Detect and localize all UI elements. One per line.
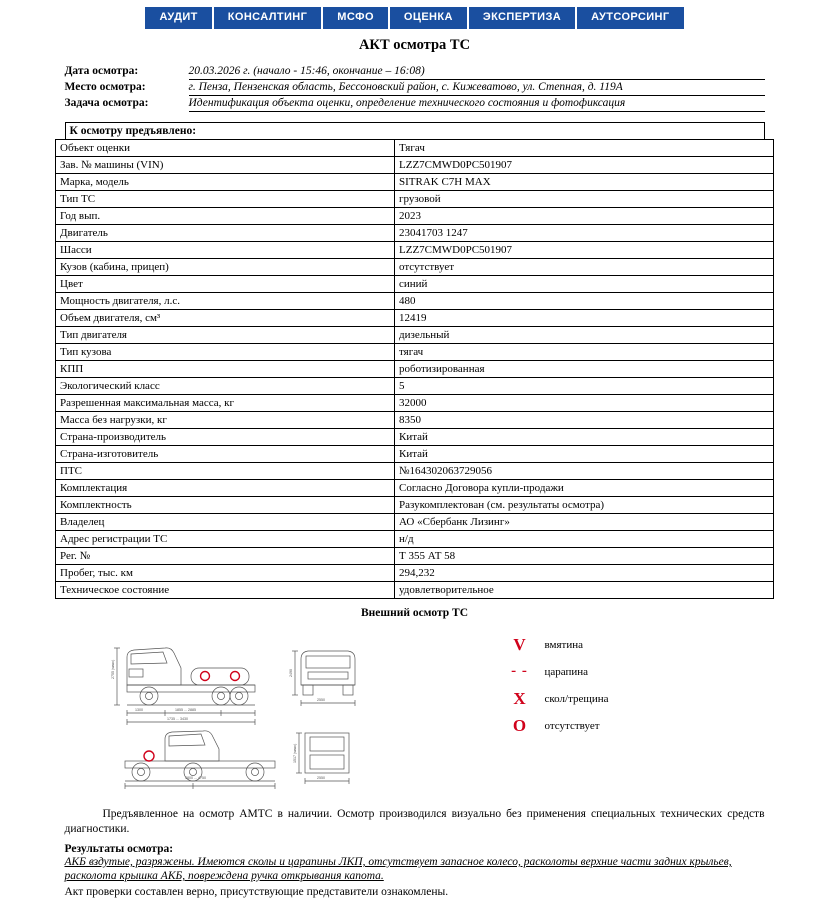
spec-value: 32000	[395, 395, 774, 412]
damage-legend	[503, 631, 609, 739]
spec-value: отсутствует	[395, 259, 774, 276]
spec-value: 5	[395, 378, 774, 395]
dim-front-height: 2490	[288, 669, 293, 677]
results-body: АКБ вздутые, разряжены. Имеются сколы и царапины ЛКП, отсутствует запасное колесо, расколоты верхние части задних крыльев, расколота крышка АКБ, повреждена ручка открывания капота.	[64, 856, 732, 882]
table-row	[56, 276, 774, 293]
table-row	[56, 208, 774, 225]
page-title: АКТ осмотра ТС	[358, 37, 471, 53]
dim-bottom-4b: 2550	[316, 776, 325, 780]
table-row	[56, 225, 774, 242]
spec-value: 8350	[395, 412, 774, 429]
vehicle-diagram	[105, 623, 505, 798]
spec-key: Комплектность	[56, 497, 395, 514]
legend-label-missing: отсутствует	[544, 719, 600, 732]
chip-marker-icon: X	[513, 689, 526, 708]
spec-key: Цвет	[56, 276, 395, 293]
table-row	[56, 497, 774, 514]
meta-value-task: Идентификация объекта оценки, определение технического состояния и фотофиксация	[189, 96, 765, 112]
dim-bottom-1: 1300	[134, 708, 143, 712]
dim-bottom-2: 1855 ... 2885	[174, 708, 196, 712]
spec-value: 2023	[395, 208, 774, 225]
tab-audit[interactable]: АУДИТ	[145, 7, 211, 29]
tab-valuation[interactable]: ОЦЕНКА	[390, 7, 467, 29]
meta-value-date: 20.03.2026 г. (начало - 15:46, окончание – 16:08)	[189, 64, 765, 80]
spec-key: Экологический класс	[56, 378, 395, 395]
inspection-paragraph: Предъявленное на осмотр АМТС в наличии. Осмотр производился визуально без применения специальных технических средств диагностики.	[64, 808, 765, 835]
table-row	[56, 446, 774, 463]
spec-value: SITRAK C7H MAX	[395, 174, 774, 191]
spec-value: 294,232	[395, 565, 774, 582]
spec-section-header: К осмотру предъявлено:	[65, 122, 765, 139]
spec-value: 480	[395, 293, 774, 310]
table-row	[56, 140, 774, 157]
dent-marker-icon: V	[513, 635, 526, 654]
spec-key: Год вып.	[56, 208, 395, 225]
spec-key: Страна-изготовитель	[56, 446, 395, 463]
table-row	[56, 565, 774, 582]
spec-key: Марка, модель	[56, 174, 395, 191]
missing-marker-icon: O	[512, 716, 527, 735]
legend-item-missing	[503, 712, 609, 739]
spec-key: Адрес регистрации ТС	[56, 531, 395, 548]
dim-front-width: 2550	[316, 698, 325, 702]
spec-key: Страна-производитель	[56, 429, 395, 446]
meta-label-task: Задача осмотра:	[64, 96, 149, 109]
table-row	[56, 191, 774, 208]
spec-key: Разрешенная максимальная масса, кг	[56, 395, 395, 412]
legend-label-scratch: царапина	[544, 665, 589, 678]
spec-key: Пробег, тыс. км	[56, 565, 395, 582]
results-header: Результаты осмотра:	[64, 843, 174, 855]
spec-value: грузовой	[395, 191, 774, 208]
meta-row-task	[65, 96, 765, 112]
spec-value: №164302063729056	[395, 463, 774, 480]
legend-label-dent: вмятина	[544, 638, 583, 651]
table-row	[56, 412, 774, 429]
legend-label-chip: скол/трещина	[544, 692, 609, 705]
table-row	[56, 395, 774, 412]
table-row	[56, 293, 774, 310]
spec-value: LZZ7CMWD0PC501907	[395, 157, 774, 174]
meta-row-date	[65, 64, 765, 80]
dim-bottom-3: 1735 ... 3430	[166, 717, 188, 721]
external-inspection-area	[65, 623, 765, 803]
spec-value: тягач	[395, 344, 774, 361]
table-row	[56, 361, 774, 378]
spec-key: Тип кузова	[56, 344, 395, 361]
table-row	[56, 174, 774, 191]
table-row	[56, 310, 774, 327]
tab-consulting[interactable]: КОНСАЛТИНГ	[214, 7, 322, 29]
meta-value-place: г. Пенза, Пензенская область, Бессоновский район, с. Кижеватово, ул. Степная, д. 119А	[189, 80, 765, 96]
spec-key: Тип ТС	[56, 191, 395, 208]
external-inspection-title: Внешний осмотр ТС	[360, 607, 469, 619]
spec-value: н/д	[395, 531, 774, 548]
spec-value: Китай	[395, 429, 774, 446]
table-row	[56, 429, 774, 446]
document-page	[0, 7, 829, 898]
table-row	[56, 582, 774, 599]
table-row	[56, 548, 774, 565]
meta-row-place	[65, 80, 765, 96]
scratch-marker-icon: - -	[511, 663, 528, 679]
spec-key: Двигатель	[56, 225, 395, 242]
table-row	[56, 463, 774, 480]
spec-value: 12419	[395, 310, 774, 327]
spec-key: КПП	[56, 361, 395, 378]
spec-key: Комплектация	[56, 480, 395, 497]
table-row	[56, 514, 774, 531]
spec-value: роботизированная	[395, 361, 774, 378]
spec-value: АО «Сбербанк Лизинг»	[395, 514, 774, 531]
inspection-meta	[65, 64, 765, 112]
spec-key: Масса без нагрузки, кг	[56, 412, 395, 429]
tab-outsourcing[interactable]: АУТСОРСИНГ	[577, 7, 683, 29]
table-row	[56, 242, 774, 259]
spec-key: Владелец	[56, 514, 395, 531]
spec-value: Китай	[395, 446, 774, 463]
meta-label-date: Дата осмотра:	[64, 65, 139, 77]
spec-key: Мощность двигателя, л.с.	[56, 293, 395, 310]
spec-key: Тип двигателя	[56, 327, 395, 344]
spec-value: LZZ7CMWD0PC501907	[395, 242, 774, 259]
table-row	[56, 531, 774, 548]
spec-value: дизельный	[395, 327, 774, 344]
dim-left-label: 2755 (макс)	[110, 659, 115, 679]
spec-key: Объем двигателя, см³	[56, 310, 395, 327]
legend-item-scratch	[503, 658, 609, 685]
spec-key: Шасси	[56, 242, 395, 259]
dim-bottom-4a: 3800 ... 4750	[184, 776, 206, 780]
spec-table	[55, 139, 774, 599]
table-row	[56, 259, 774, 276]
spec-value: Согласно Договора купли-продажи	[395, 480, 774, 497]
spec-key: Рег. №	[56, 548, 395, 565]
dim-side2: 1517 (макс)	[292, 743, 297, 763]
spec-value: удовлетворительное	[395, 582, 774, 599]
meta-label-place: Место осмотра:	[64, 80, 146, 93]
spec-value: Разукомплектован (см. результаты осмотра)	[395, 497, 774, 514]
spec-value: Т 355 АТ 58	[395, 548, 774, 565]
spec-key: Объект оценки	[56, 140, 395, 157]
table-row	[56, 327, 774, 344]
tab-expertise[interactable]: ЭКСПЕРТИЗА	[469, 7, 575, 29]
table-row	[56, 378, 774, 395]
table-row	[56, 480, 774, 497]
spec-key: Кузов (кабина, прицеп)	[56, 259, 395, 276]
legend-item-dent	[503, 631, 609, 658]
spec-key: Зав. № машины (VIN)	[56, 157, 395, 174]
tab-msfo[interactable]: МСФО	[323, 7, 388, 29]
spec-key: Техническое состояние	[56, 582, 395, 599]
table-row	[56, 344, 774, 361]
spec-key: ПТС	[56, 463, 395, 480]
legend-item-chip	[503, 685, 609, 712]
top-tab-bar	[10, 7, 819, 29]
spec-value: синий	[395, 276, 774, 293]
table-row	[56, 157, 774, 174]
final-statement: Акт проверки составлен верно, присутствующие представители ознакомлены.	[64, 886, 449, 898]
spec-value: 23041703 1247	[395, 225, 774, 242]
spec-value: Тягач	[395, 140, 774, 157]
